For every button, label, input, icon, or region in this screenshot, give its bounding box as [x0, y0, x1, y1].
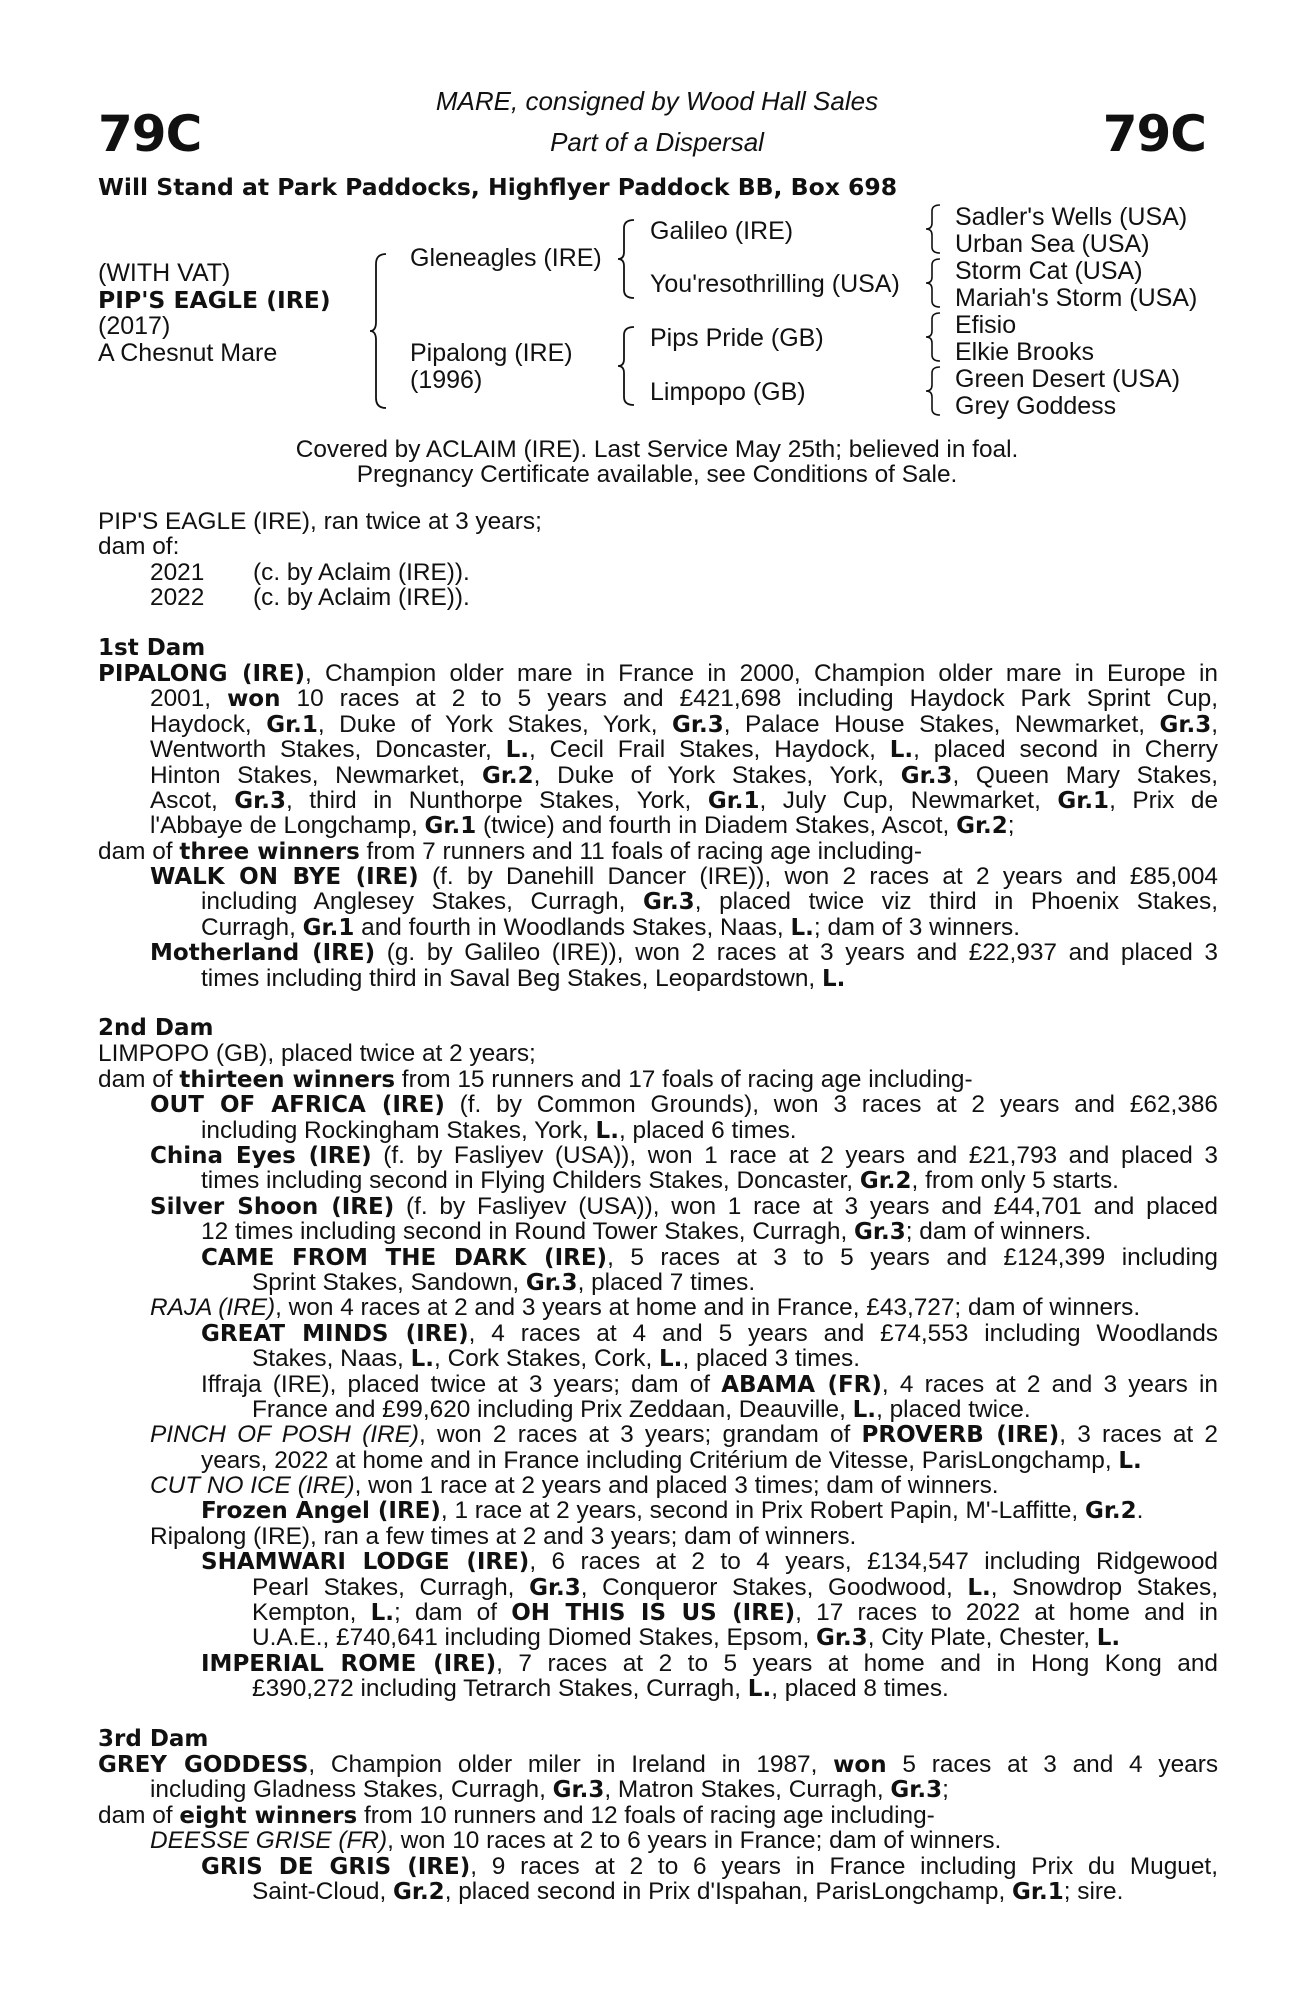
sire: Gleneagles (IRE)	[410, 244, 602, 272]
produce-entry: GRIS DE GRIS (IRE), 9 races at 2 to 6 years in France including Prix du Muguet,	[201, 1853, 1218, 1879]
first-dam-line: Wentworth Stakes, Doncaster, L., Cecil Frail Stakes, Haydock, L., placed second in Cherry	[150, 737, 1218, 763]
produce-entry: CUT NO ICE (IRE), won 1 race at 2 years and placed 3 times; dam of winners.	[150, 1472, 999, 1500]
produce-entry: SHAMWARI LODGE (IRE), 6 races at 2 to 4 years, £134,547 including Ridgewood	[201, 1549, 1218, 1575]
produce-entry: PINCH OF POSH (IRE), won 2 races at 3 years; grandam of PROVERB (IRE), 3 races at 2	[150, 1422, 1218, 1448]
ancestor-mariahs-storm: Mariah's Storm (USA)	[955, 284, 1198, 312]
produce-entry: Pearl Stakes, Curragh, Gr.3, Conqueror Stakes, Goodwood, L., Snowdrop Stakes,	[252, 1574, 1218, 1601]
produce-entry: years, 2022 at home and in France including Critérium de Vitesse, ParisLongchamp, L.	[201, 1446, 1142, 1474]
ancestor-urban-sea: Urban Sea (USA)	[955, 230, 1150, 258]
intro-dam-of: dam of:	[98, 533, 180, 561]
sire-sire: Galileo (IRE)	[650, 217, 794, 245]
second-dam-summary: dam of thirteen winners from 15 runners and 17 foals of racing age including-	[98, 1065, 973, 1093]
first-dam-summary: dam of three winners from 7 runners and 11 foals of racing age including-	[98, 837, 922, 865]
pedigree-bracket	[926, 257, 942, 309]
produce-entry: Saint-Cloud, Gr.2, placed second in Prix d'Ispahan, ParisLongchamp, Gr.1; sire.	[252, 1877, 1124, 1905]
first-dam-line: Haydock, Gr.1, Duke of York Stakes, York, Gr.3, Palace House Stakes, Newmarket, Gr.3,	[150, 711, 1218, 738]
produce-entry: including Anglesey Stakes, Curragh, Gr.3, placed twice viz third in Phoenix Stakes,	[201, 889, 1218, 915]
intro-line: PIP'S EAGLE (IRE), ran twice at 3 years;	[98, 508, 542, 535]
ancestor-storm-cat: Storm Cat (USA)	[955, 257, 1143, 285]
ancestor-efisio: Efisio	[955, 311, 1017, 339]
produce-entry: DEESSE GRISE (FR), won 10 races at 2 to 6 years in France; dam of winners.	[150, 1827, 1002, 1855]
horse-name: PIP'S EAGLE (IRE)	[98, 286, 331, 314]
ancestor-green-desert: Green Desert (USA)	[955, 365, 1181, 393]
stand-location: Will Stand at Park Paddocks, Highflyer Paddock BB, Box 698	[98, 173, 898, 201]
produce-entry: Sprint Stakes, Sandown, Gr.3, placed 7 times.	[252, 1268, 756, 1296]
first-dam-line: PIPALONG (IRE), Champion older mare in France in 2000, Champion older mare in Europe in	[98, 660, 1218, 687]
produce-entry: Curragh, Gr.1 and fourth in Woodlands Stakes, Naas, L.; dam of 3 winners.	[201, 913, 1020, 941]
dam-year: (1996)	[410, 366, 483, 394]
produce-entry: WALK ON BYE (IRE) (f. by Danehill Dancer (IRE)), won 2 races at 2 years and £85,004	[150, 864, 1218, 890]
produce-entry: China Eyes (IRE) (f. by Fasliyev (USA)), won 1 race at 2 years and £21,793 and placed 3	[150, 1142, 1218, 1169]
dam: Pipalong (IRE)	[410, 339, 573, 367]
produce-entry: £390,272 including Tetrarch Stakes, Curragh, L., placed 8 times.	[252, 1675, 949, 1703]
ancestor-grey-goddess: Grey Goddess	[955, 392, 1117, 420]
pedigree-bracket	[618, 325, 638, 409]
produce-entry: Stakes, Naas, L., Cork Stakes, Cork, L., placed 3 times.	[252, 1345, 861, 1373]
produce-entry: GREAT MINDS (IRE), 4 races at 4 and 5 years and £74,553 including Woodlands	[201, 1320, 1218, 1347]
third-dam-line: GREY GODDESS, Champion older miler in Ireland in 1987, won 5 races at 3 and 4 years	[98, 1751, 1218, 1778]
third-dam-line: including Gladness Stakes, Curragh, Gr.3, Matron Stakes, Curragh, Gr.3;	[150, 1776, 949, 1804]
covered-line: Covered by ACLAIM (IRE). Last Service May 25th; believed in foal.	[295, 436, 1019, 463]
first-dam-line: Ascot, Gr.3, third in Nunthorpe Stakes, York, Gr.1, July Cup, Newmarket, Gr.1, Prix de	[150, 787, 1218, 814]
first-dam-line: 2001, won 10 races at 2 to 5 years and £421,698 including Haydock Park Sprint Cup,	[150, 686, 1218, 712]
ancestor-elkie-brooks: Elkie Brooks	[955, 338, 1094, 366]
pedigree-bracket	[926, 365, 942, 417]
dispersal-line: Part of a Dispersal	[550, 127, 764, 157]
horse-year: (2017)	[98, 312, 171, 340]
dam-sire: Pips Pride (GB)	[650, 324, 824, 352]
third-dam-summary: dam of eight winners from 10 runners and 12 foals of racing age including-	[98, 1801, 935, 1829]
second-dam-heading: 2nd Dam	[98, 1015, 214, 1042]
sire-dam: You'resothrilling (USA)	[650, 270, 900, 298]
produce-entry: Motherland (IRE) (g. by Galileo (IRE)), won 2 races at 3 years and £22,937 and placed 3	[150, 940, 1218, 966]
produce-entry: 12 times including second in Round Tower Stakes, Curragh, Gr.3; dam of winners.	[201, 1218, 1092, 1246]
produce-entry: IMPERIAL ROME (IRE), 7 races at 2 to 5 years at home and in Hong Kong and	[201, 1650, 1218, 1677]
pedigree-bracket	[370, 252, 390, 410]
produce-entry: times including third in Saval Beg Stakes, Leopardstown, L.	[201, 964, 846, 992]
produce-entry: times including second in Flying Childers Stakes, Doncaster, Gr.2, from only 5 starts.	[201, 1167, 1119, 1195]
lot-number-right: 79C	[1102, 105, 1206, 163]
first-dam-line: Hinton Stakes, Newmarket, Gr.2, Duke of York Stakes, York, Gr.3, Queen Mary Stakes,	[150, 762, 1218, 788]
produce-entry: Ripalong (IRE), ran a few times at 2 and 3 years; dam of winners.	[150, 1522, 857, 1550]
produce-entry: OUT OF AFRICA (IRE) (f. by Common Grounds), won 3 races at 2 years and £62,386	[150, 1092, 1218, 1118]
second-dam-line: LIMPOPO (GB), placed twice at 2 years;	[98, 1040, 536, 1068]
produce-entry: Kempton, L.; dam of OH THIS IS US (IRE), 17 races to 2022 at home and in	[252, 1600, 1218, 1626]
pedigree-bracket	[926, 311, 942, 363]
produce-entry: Iffraja (IRE), placed twice at 3 years; dam of ABAMA (FR), 4 races at 2 and 3 years in	[201, 1371, 1218, 1397]
produce-entry: CAME FROM THE DARK (IRE), 5 races at 3 to 5 years and £124,399 including	[201, 1244, 1218, 1270]
produce-entry: U.A.E., £740,641 including Diomed Stakes, Epsom, Gr.3, City Plate, Chester, L.	[252, 1624, 1121, 1652]
produce-row: 2022 (c. by Aclaim (IRE)).	[150, 584, 470, 612]
ancestor-sadlers-wells: Sadler's Wells (USA)	[955, 203, 1188, 231]
pedigree-bracket	[618, 218, 638, 302]
produce-entry: RAJA (IRE), won 4 races at 2 and 3 years at home and in France, £43,727; dam of winners.	[150, 1294, 1141, 1322]
dam-dam: Limpopo (GB)	[650, 378, 806, 406]
produce-entry: including Rockingham Stakes, York, L., placed 6 times.	[201, 1116, 797, 1144]
consigned-line: MARE, consigned by Wood Hall Sales	[435, 86, 879, 116]
produce-entry: Frozen Angel (IRE), 1 race at 2 years, second in Prix Robert Papin, M'-Laffitte, Gr.2.	[201, 1497, 1144, 1525]
pedigree-bracket	[926, 203, 942, 255]
horse-description: A Chesnut Mare	[98, 339, 278, 367]
first-dam-heading: 1st Dam	[98, 634, 206, 661]
vat-note: (WITH VAT)	[98, 259, 231, 287]
lot-number-left: 79C	[98, 105, 202, 163]
produce-entry: Silver Shoon (IRE) (f. by Fasliyev (USA)), won 1 race at 3 years and £44,701 and placed	[150, 1193, 1218, 1220]
pregnancy-line: Pregnancy Certificate available, see Conditions of Sale.	[356, 461, 958, 488]
catalogue-body	[98, 509, 1218, 1904]
first-dam-line: l'Abbaye de Longchamp, Gr.1 (twice) and fourth in Diadem Stakes, Ascot, Gr.2;	[150, 812, 1015, 840]
produce-row: 2021 (c. by Aclaim (IRE)).	[150, 558, 470, 586]
third-dam-heading: 3rd Dam	[98, 1725, 209, 1752]
produce-entry: France and £99,620 including Prix Zeddaan, Deauville, L., placed twice.	[252, 1395, 1031, 1423]
